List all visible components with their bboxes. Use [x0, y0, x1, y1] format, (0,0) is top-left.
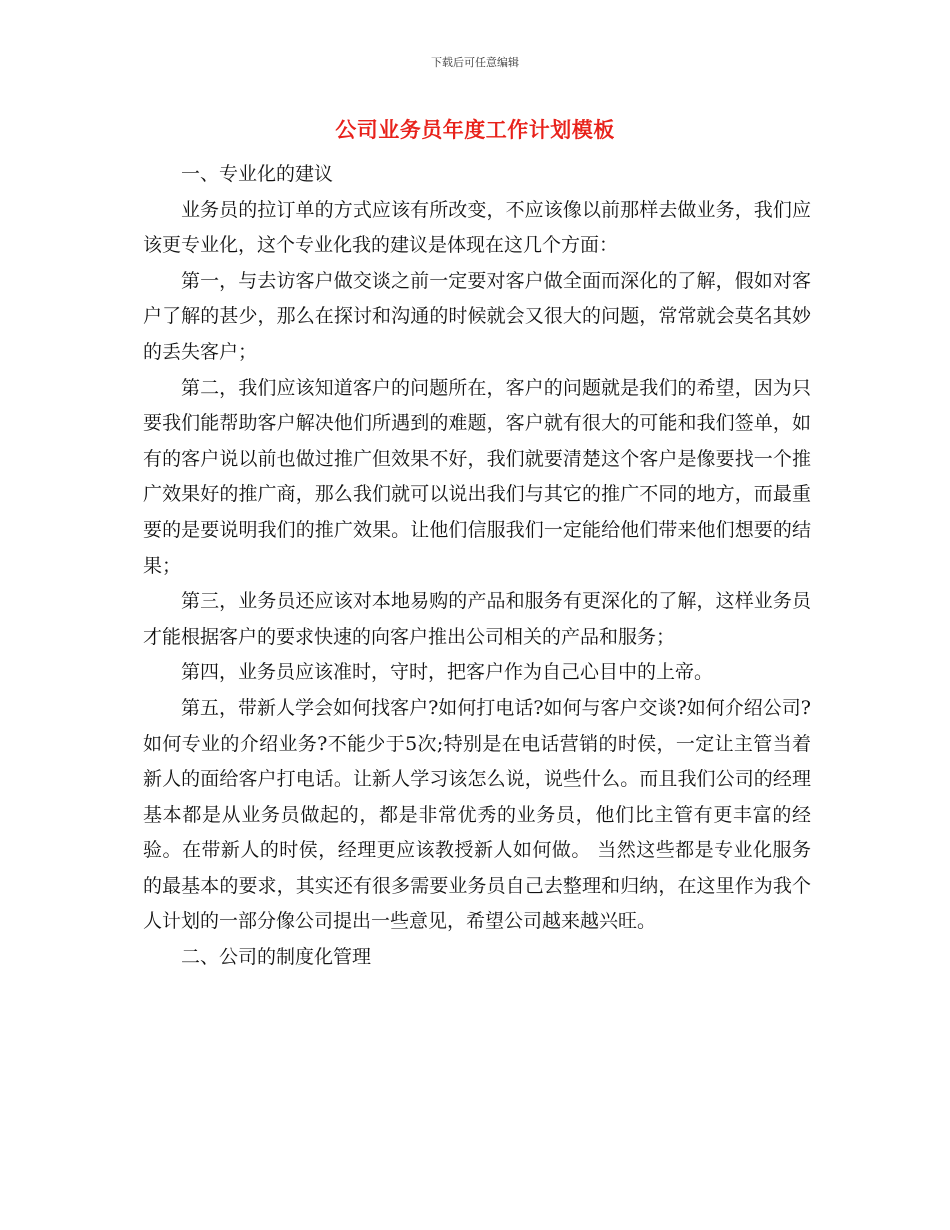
document-body	[143, 157, 811, 976]
paragraph: 第一，与去访客户做交谈之前一定要对客户做全面而深化的了解，假如对客户了解的甚少，那么在探讨和沟通的时候就会又很大的问题，常常就会莫名其妙的丢失客户；	[143, 269, 811, 363]
page-header-note: 下载后可任意编辑	[431, 56, 519, 69]
document-title: 公司业务员年度工作计划模板	[335, 118, 615, 142]
section-heading-2: 二、公司的制度化管理	[181, 946, 372, 969]
section-heading-1: 一、专业化的建议	[181, 163, 334, 185]
paragraph: 第五，带新人学会如何找客户?如何打电话?如何与客户交谈?如何介绍公司?如何专业的介绍业务?不能少于5次;特别是在电话营销的时侯，一定让主管当着新人的面给客户打电话。让新人学习该怎么说，说些什么。而且我们公司的经理基本都是从业务员做起的，都是非常优秀的业务员，他们比主管有更丰富的经验。在带新人的时侯，经理更应该教授新人如何做。 当然这些都是专业化服务的最基本的要求，其实还有很多需要业务员自己去整理和归纳，在这里作为我个人计划的一部分像公司提出一些意见，希望公司越来越兴旺。	[143, 696, 811, 933]
paragraph: 第三，业务员还应该对本地易购的产品和服务有更深化的了解，这样业务员才能根据客户的要求快速的向客户推出公司相关的产品和服务；	[143, 590, 811, 648]
paragraph: 第四，业务员应该准时，守时，把客户作为自己心目中的上帝。	[181, 661, 714, 684]
paragraph: 第二，我们应该知道客户的问题所在，客户的问题就是我们的希望，因为只要我们能帮助客户解决他们所遇到的难题，客户就有很大的可能和我们签单，如有的客户说以前也做过推广但效果不好，我们就要清楚这个客户是像要找一个推广效果好的推广商，那么我们就可以说出我们与其它的推广不同的地方，而最重要的是要说明我们的推广效果。让他们信服我们一定能给他们带来他们想要的结果；	[143, 376, 811, 577]
paragraph: 业务员的拉订单的方式应该有所改变，不应该像以前那样去做业务，我们应该更专业化，这个专业化我的建议是体现在这几个方面：	[143, 198, 811, 257]
